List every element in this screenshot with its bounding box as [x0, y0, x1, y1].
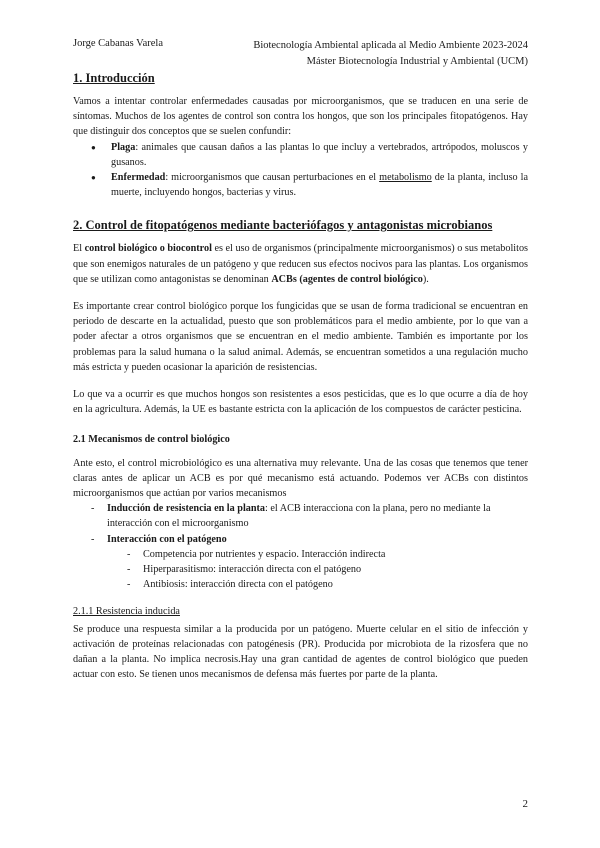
- term-induccion: Inducción de resistencia en la planta: [107, 503, 266, 515]
- section-2-1-title: 2.1 Mecanismos de control biológico: [73, 434, 230, 446]
- header-program: Máster Biotecnología Industrial y Ambiental (UCM): [306, 56, 528, 67]
- list-item-interaccion: [107, 532, 528, 593]
- section-2-1-1-paragraph: Se produce una respuesta similar a la producida por un patógeno. Muerte celular en el sitio de infección y activación de proteínas relacionadas con patogénesis (PR). Producida por microbiota de la rizosfera que no dañan a la planta. No implica necrosis.Hay una gran cantidad de agentes de control biológico que pueden actuar con esto. Se tienen unos mecanismos de defensa más fuertes por parte de la planta.: [73, 623, 528, 681]
- term-biocontrol: control biológico o biocontrol: [84, 243, 212, 255]
- definition-plaga: : animales que causan daños a las plantas lo que incluy a vertebrados, artrópodos, moluscos y gusanos.: [111, 141, 528, 168]
- list-item-enfermedad: [111, 170, 528, 200]
- sublist-item: - Hiperparasitismo: interacción directa con el patógeno: [143, 562, 528, 577]
- text-run: El: [73, 243, 85, 255]
- text-run: es el uso de organismos (principalmente microorganismos) o sus metabolitos que son enemigos naturales de un patógeno y que reducen sus efectos nocivos para las plantas. Los organismos que se utilizan como antagonistas se denominan: [73, 243, 529, 285]
- list-item-induccion: [107, 501, 528, 531]
- section-2-paragraph-1: [73, 241, 528, 287]
- text-run: ).: [422, 273, 429, 285]
- list-item-plaga: [111, 140, 528, 170]
- document-body: [73, 70, 528, 683]
- term-enfermedad: Enfermedad: [111, 172, 166, 184]
- term-acbs: ACBs (agentes de control biológico: [271, 273, 423, 285]
- sublist-item: - Antibiosis: interacción directa con el patógeno: [143, 577, 528, 592]
- metabolismo-link[interactable]: metabolismo: [379, 172, 432, 184]
- header-author: Jorge Cabanas Varela: [73, 38, 163, 49]
- sublist-item: - Competencia por nutrientes y espacio. Interacción indirecta: [143, 547, 528, 562]
- section-1-intro: Vamos a intentar controlar enfermedades causadas por microorganismos, que se traducen en una serie de síntomas. Muchos de los agentes de control son contra los hongos, que son los principales fitopatógenos. Hay que distinguir dos conceptos que se suelen confundir:: [73, 96, 528, 138]
- mechanisms-list: [73, 501, 528, 592]
- interaction-sublist: [107, 547, 528, 593]
- section-2-title: 2. Control de fitopatógenos mediante bacteriófagos y antagonistas microbianos: [73, 218, 493, 233]
- header-course: Biotecnología Ambiental aplicada al Medio Ambiente 2023-2024: [253, 40, 528, 51]
- section-1-title: 1. Introducción: [73, 71, 155, 85]
- header-course-info: [253, 38, 528, 70]
- section-2-1-1-title: 2.1.1 Resistencia inducida: [73, 606, 180, 618]
- page-number: 2: [522, 798, 528, 810]
- term-interaccion: Interacción con el patógeno: [107, 533, 227, 545]
- text-induccion: : el ACB interacciona con la plana, pero no mediante la interacción con el microorganismo: [107, 503, 491, 530]
- definition-enfermedad-b: de la planta, incluso la muerte, incluyendo hongos, bacterias y virus.: [111, 172, 529, 199]
- definitions-list: [73, 140, 528, 201]
- section-2-1-paragraph: Ante esto, el control microbiológico es una alternativa muy relevante. Una de las cosas que tenemos que tener claras antes de aplicar un ACB es por qué mecanismo está actuando. Podemos ver ACBs con distintos microorganismos que actúan por varios mecanismos: [73, 457, 528, 500]
- section-2-paragraph-2: Es importante crear control biológico porque los fungicidas que se usan de forma tradicional se encuentran en periodo de descarte en la actualidad, puesto que son problemáticos para el medio ambiente, por lo que van a poder afectar a otros organismos que se encuentran en el medio ambiente. También es importante por los problemas para la salud humana o la salud animal. Además, se encuentran sometidos a una regulación mucho más estricta y pueden ocasionar la aparición de resistencias.: [73, 301, 528, 373]
- section-2-paragraph-3: Lo que va a ocurrir es que muchos hongos son resistentes a esos pesticidas, que es lo que ocurre a día de hoy en la agricultura. Además, la UE es bastante estricta con la aplicación de los compuestos de carácter pesticina.: [73, 389, 528, 416]
- definition-enfermedad-a: : microorganismos que causan perturbaciones en el: [165, 172, 380, 184]
- term-plaga: Plaga: [111, 141, 136, 153]
